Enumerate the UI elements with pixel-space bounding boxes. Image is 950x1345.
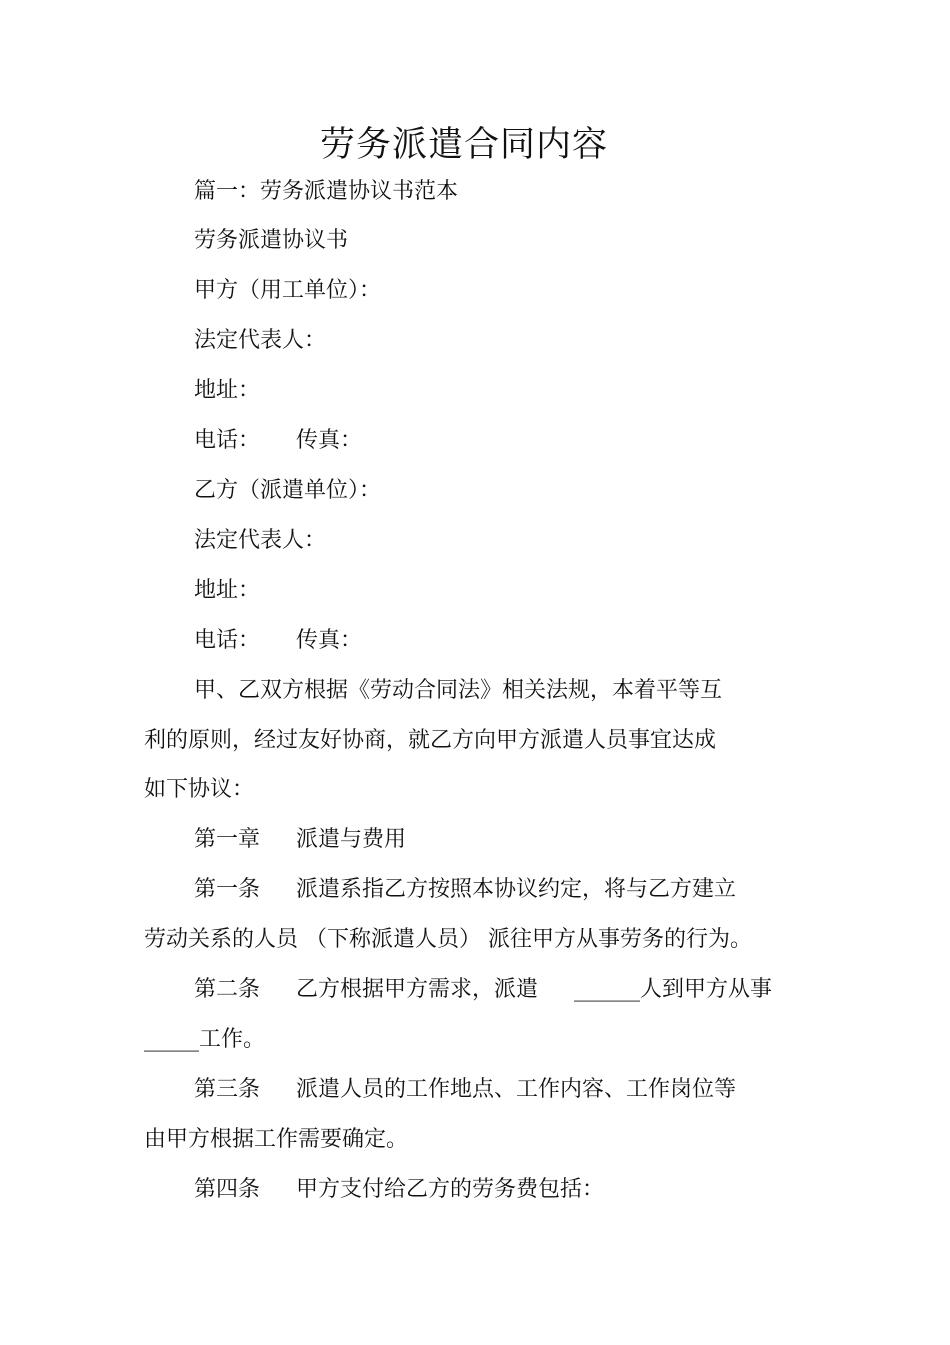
article-4-line-1	[194, 1175, 604, 1205]
party-a-label: 甲方（用工单位）：	[194, 278, 382, 303]
agreement-name: 劳务派遣协议书	[194, 228, 349, 253]
document-title: 劳务派遣合同内容	[319, 125, 608, 165]
article-2-line-2: _____工作。	[144, 1027, 266, 1052]
party-a-phone: 电话：	[194, 428, 261, 453]
chapter-1-heading	[194, 825, 406, 855]
chapter-1-number: 第一章	[194, 827, 261, 852]
party-b-rep: 法定代表人：	[194, 528, 327, 553]
party-b-address: 地址：	[194, 578, 261, 603]
article-2-text-a: 乙方根据甲方需求，派遣	[296, 977, 539, 1002]
preamble-line-3: 如下协议：	[144, 777, 255, 802]
article-2-number: 第二条	[194, 977, 261, 1002]
party-b-phone: 电话：	[194, 628, 261, 653]
party-a-address: 地址：	[194, 378, 261, 403]
article-1-line-1	[194, 875, 736, 905]
article-3-line-1	[194, 1075, 736, 1105]
article-4-number: 第四条	[194, 1177, 261, 1202]
article-2-line-1	[194, 975, 772, 1005]
article-2-text-b: ______人到甲方从事	[574, 977, 773, 1002]
chapter-1-title: 派遣与费用	[296, 827, 407, 852]
article-3-text: 派遣人员的工作地点、工作内容、工作岗位等	[296, 1077, 737, 1102]
party-b-label: 乙方（派遣单位）：	[194, 478, 382, 503]
article-3-line-2: 由甲方根据工作需要确定。	[144, 1127, 409, 1152]
party-b-contact	[194, 626, 362, 656]
party-a-rep: 法定代表人：	[194, 328, 327, 353]
preamble-line-2: 利的原则，经过友好协商，就乙方向甲方派遣人员事宜达成	[144, 728, 717, 753]
section-heading: 篇一：劳务派遣协议书范本	[194, 179, 459, 204]
article-1-number: 第一条	[194, 877, 261, 902]
article-1-line-2: 劳动关系的人员 （下称派遣人员） 派往甲方从事劳务的行为。	[144, 927, 752, 952]
party-a-fax: 传真：	[296, 428, 363, 453]
party-a-contact	[194, 426, 362, 456]
article-1-text: 派遣系指乙方按照本协议约定，将与乙方建立	[296, 877, 737, 902]
article-3-number: 第三条	[194, 1077, 261, 1102]
preamble-line-1: 甲、乙双方根据《劳动合同法》相关法规，本着平等互	[194, 678, 723, 703]
article-4-text: 甲方支付给乙方的劳务费包括：	[296, 1177, 605, 1202]
party-b-fax: 传真：	[296, 628, 363, 653]
